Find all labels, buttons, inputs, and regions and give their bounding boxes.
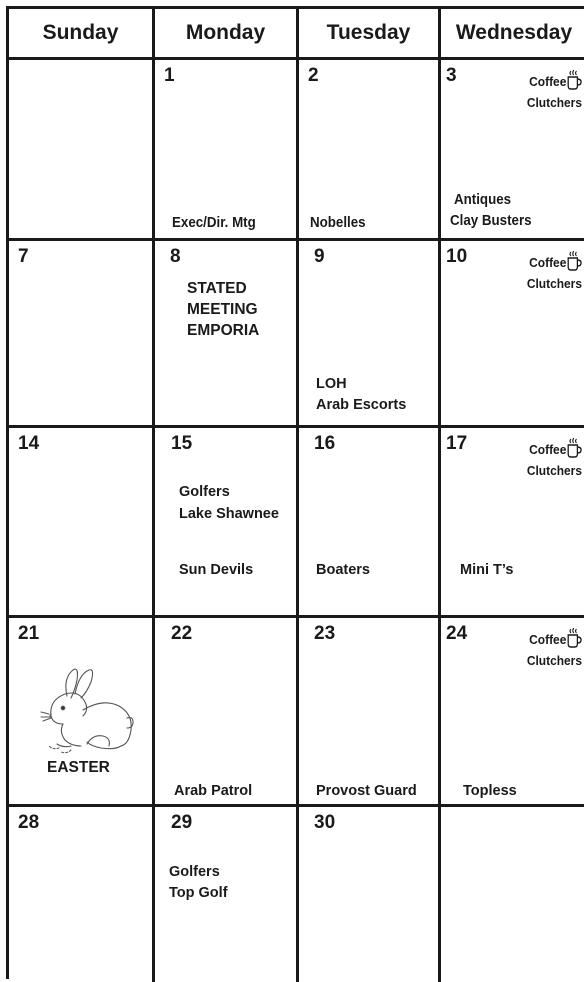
coffee-cup-icon <box>567 628 582 652</box>
day-cell <box>299 618 441 807</box>
event: Mini T’s <box>460 562 514 578</box>
day-cell <box>155 428 299 618</box>
day-number: 8 <box>170 246 181 267</box>
day-cell <box>299 807 441 982</box>
day-cell <box>9 618 155 807</box>
event: EASTER <box>47 759 110 776</box>
day-number: 30 <box>314 812 336 833</box>
event: Antiques <box>454 192 512 208</box>
header-sunday: Sunday <box>9 9 155 60</box>
day-number: 7 <box>18 246 29 267</box>
calendar-grid <box>6 6 584 979</box>
event: Topless <box>463 783 517 799</box>
header-monday: Monday <box>155 9 299 60</box>
event: Lake Shawnee <box>179 506 279 522</box>
day-cell <box>441 618 584 807</box>
day-cell <box>155 807 299 982</box>
coffee-clutchers-note: Coffee Clutchers <box>518 70 582 111</box>
day-cell <box>299 241 441 428</box>
day-number: 9 <box>314 246 325 267</box>
day-cell <box>155 241 299 428</box>
day-cell <box>155 60 299 241</box>
day-number: 15 <box>171 433 193 454</box>
day-cell <box>9 428 155 618</box>
easter-bunny-illustration <box>29 658 135 758</box>
coffee-clutchers-note: Coffee Clutchers <box>518 438 582 479</box>
day-cell <box>299 60 441 241</box>
event: Provost Guard <box>316 783 417 799</box>
event: EMPORIA <box>187 322 260 339</box>
header-tuesday: Tuesday <box>299 9 441 60</box>
day-cell <box>441 807 584 982</box>
day-number: 28 <box>18 812 40 833</box>
day-number: 22 <box>171 623 193 644</box>
day-number: 14 <box>18 433 40 454</box>
day-number: 21 <box>18 623 40 644</box>
day-number: 29 <box>171 812 193 833</box>
day-number: 2 <box>308 65 319 86</box>
day-cell <box>9 241 155 428</box>
event: Arab Patrol <box>174 783 253 799</box>
day-cell <box>441 428 584 618</box>
event: Arab Escorts <box>316 397 407 413</box>
day-cell <box>441 60 584 241</box>
day-cell <box>441 241 584 428</box>
coffee-clutchers-note: Coffee Clutchers <box>518 628 582 669</box>
header-wednesday: Wednesday <box>441 9 584 60</box>
event: Boaters <box>316 562 370 578</box>
coffee-cup-icon <box>567 70 582 94</box>
event: Sun Devils <box>179 562 254 578</box>
event: Top Golf <box>169 885 228 901</box>
day-number: 3 <box>446 65 457 86</box>
day-cell <box>155 618 299 807</box>
event: Nobelles <box>310 215 366 231</box>
event: LOH <box>316 376 347 392</box>
event: MEETING <box>187 301 258 318</box>
day-cell <box>9 807 155 982</box>
day-number: 16 <box>314 433 336 454</box>
event: Golfers <box>179 484 230 500</box>
event: Golfers <box>169 864 220 880</box>
coffee-cup-icon <box>567 438 582 462</box>
day-cell <box>299 428 441 618</box>
event: Clay Busters <box>450 213 532 229</box>
day-number: 23 <box>314 623 336 644</box>
day-number: 10 <box>446 246 468 267</box>
event: Exec/Dir. Mtg <box>172 215 256 231</box>
event: STATED <box>187 280 247 297</box>
day-number: 17 <box>446 433 468 454</box>
day-number: 1 <box>164 65 175 86</box>
day-cell <box>9 60 155 241</box>
coffee-cup-icon <box>567 251 582 275</box>
day-number: 24 <box>446 623 468 644</box>
coffee-clutchers-note: Coffee Clutchers <box>518 251 582 292</box>
